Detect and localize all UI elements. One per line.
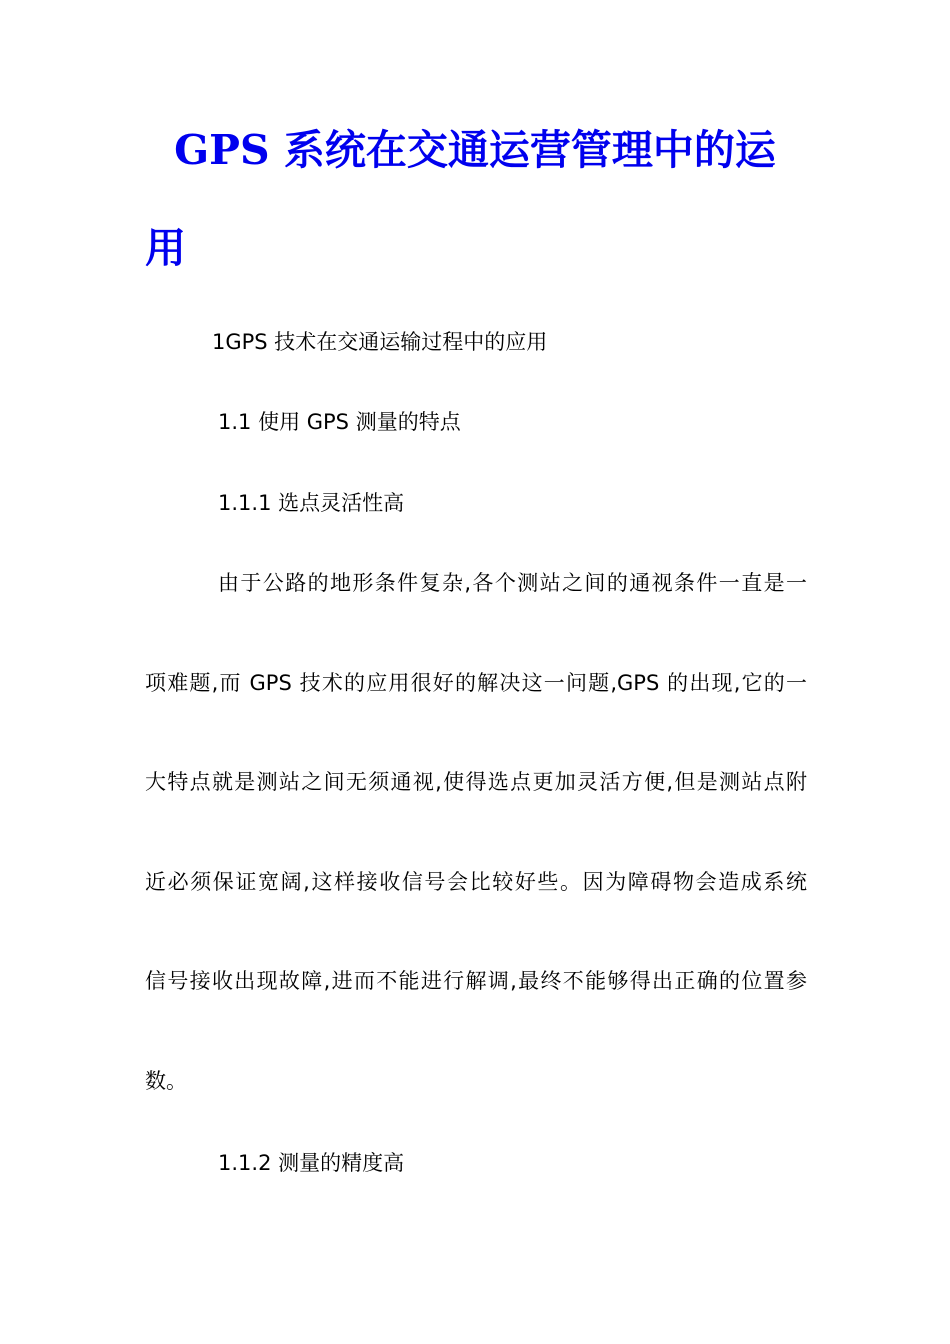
paragraph-line: 近必须保证宽阔,这样接收信号会比较好些。因为障碍物会造成系统 bbox=[145, 870, 807, 894]
section-heading-1-1-1: 1.1.1 选点灵活性高 bbox=[218, 491, 405, 515]
document-title-line-1: GPS 系统在交通运营管理中的运 bbox=[174, 126, 776, 174]
paragraph-line: 数。 bbox=[145, 1069, 187, 1093]
section-heading-1: 1GPS 技术在交通运输过程中的应用 bbox=[212, 330, 548, 354]
paragraph-line: 信号接收出现故障,进而不能进行解调,最终不能够得出正确的位置参 bbox=[145, 969, 807, 993]
paragraph-line: 大特点就是测站之间无须通视,使得选点更加灵活方便,但是测站点附 bbox=[145, 770, 807, 794]
document-title-line-2: 用 bbox=[145, 224, 186, 272]
paragraph-line: 项难题,而 GPS 技术的应用很好的解决这一问题,GPS 的出现,它的一 bbox=[145, 671, 807, 695]
section-heading-1-1-2: 1.1.2 测量的精度高 bbox=[218, 1151, 405, 1175]
section-heading-1-1: 1.1 使用 GPS 测量的特点 bbox=[218, 410, 461, 434]
paragraph-line: 由于公路的地形条件复杂,各个测站之间的通视条件一直是一 bbox=[218, 571, 807, 595]
